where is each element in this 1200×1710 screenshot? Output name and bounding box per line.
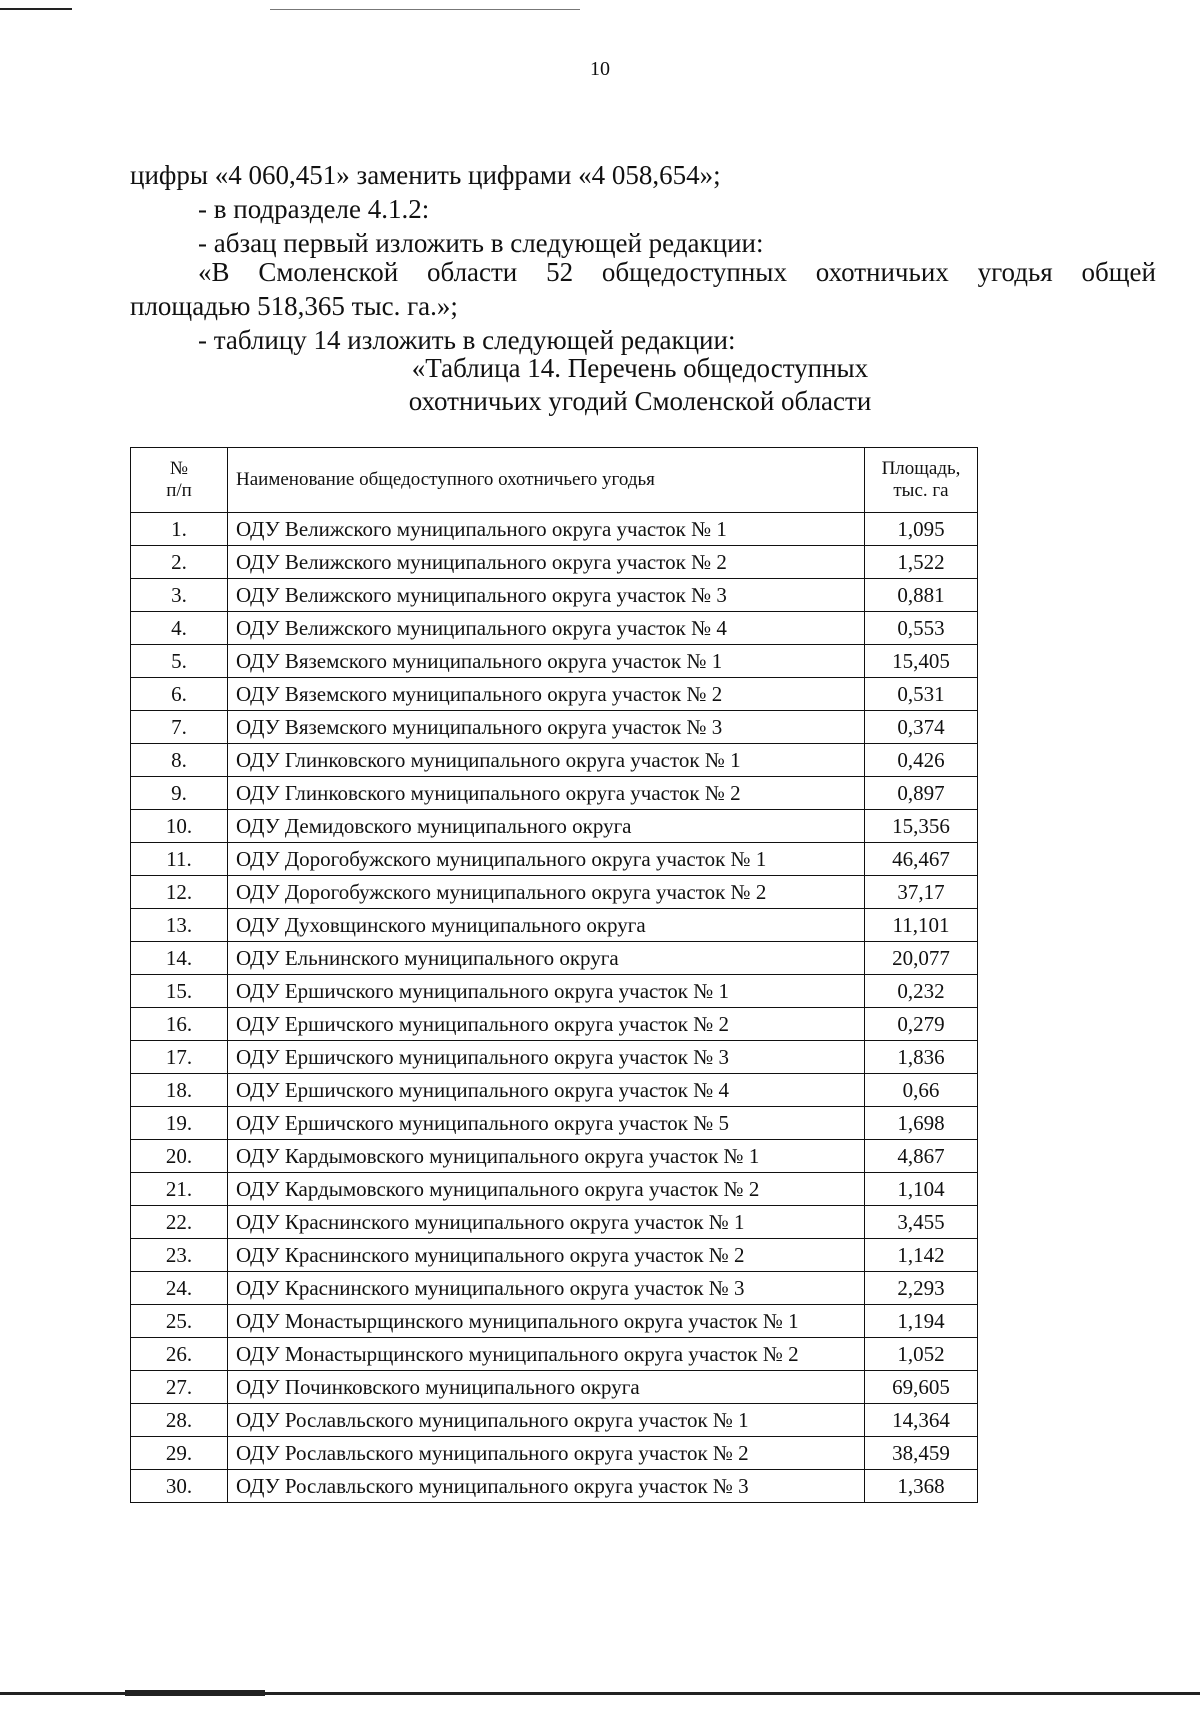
row-number: 30.	[131, 1470, 228, 1503]
row-number: 8.	[131, 744, 228, 777]
page-number: 10	[590, 58, 610, 80]
header-name: Наименование общедоступного охотничьего угодья	[228, 448, 865, 513]
bottom-scan-line-thick	[125, 1690, 265, 1696]
table-row	[131, 1437, 978, 1470]
row-number: 24.	[131, 1272, 228, 1305]
row-area: 46,467	[865, 843, 978, 876]
row-area: 14,364	[865, 1404, 978, 1437]
table-caption-line-2: охотничьих угодий Смоленской области	[408, 386, 872, 416]
paragraph-1: цифры «4 060,451» заменить цифрами «4 058,654»;	[130, 160, 721, 190]
row-name: ОДУ Дорогобужского муниципального округа участок № 1	[228, 843, 865, 876]
row-number: 18.	[131, 1074, 228, 1107]
row-name: ОДУ Починковского муниципального округа	[228, 1371, 865, 1404]
paragraph-6: - таблицу 14 изложить в следующей редакции:	[198, 325, 736, 355]
row-area: 1,194	[865, 1305, 978, 1338]
row-area: 1,052	[865, 1338, 978, 1371]
row-name: ОДУ Краснинского муниципального округа участок № 3	[228, 1272, 865, 1305]
row-number: 3.	[131, 579, 228, 612]
row-number: 10.	[131, 810, 228, 843]
row-number: 11.	[131, 843, 228, 876]
table-row	[131, 909, 978, 942]
header-number	[131, 448, 228, 513]
table-row	[131, 1074, 978, 1107]
row-area: 69,605	[865, 1371, 978, 1404]
row-number: 13.	[131, 909, 228, 942]
row-number: 5.	[131, 645, 228, 678]
table-body	[131, 513, 978, 1503]
table-row	[131, 1470, 978, 1503]
row-area: 1,104	[865, 1173, 978, 1206]
header-number-line-1: №	[169, 458, 189, 479]
row-name: ОДУ Кардымовского муниципального округа участок № 1	[228, 1140, 865, 1173]
row-area: 1,095	[865, 513, 978, 546]
row-number: 19.	[131, 1107, 228, 1140]
row-number: 21.	[131, 1173, 228, 1206]
table-row	[131, 1272, 978, 1305]
row-name: ОДУ Ельнинского муниципального округа	[228, 942, 865, 975]
row-name: ОДУ Рославльского муниципального округа участок № 2	[228, 1437, 865, 1470]
row-number: 28.	[131, 1404, 228, 1437]
table-row	[131, 645, 978, 678]
table-row	[131, 1239, 978, 1272]
row-area: 1,142	[865, 1239, 978, 1272]
table-row	[131, 711, 978, 744]
row-area: 0,897	[865, 777, 978, 810]
table-row	[131, 612, 978, 645]
table-row	[131, 843, 978, 876]
row-name: ОДУ Краснинского муниципального округа участок № 1	[228, 1206, 865, 1239]
row-name: ОДУ Духовщинского муниципального округа	[228, 909, 865, 942]
table-row	[131, 1404, 978, 1437]
row-name: ОДУ Демидовского муниципального округа	[228, 810, 865, 843]
table-row	[131, 1338, 978, 1371]
table-row	[131, 546, 978, 579]
table-header-row	[131, 448, 978, 513]
row-area: 0,426	[865, 744, 978, 777]
row-name: ОДУ Ершичского муниципального округа участок № 4	[228, 1074, 865, 1107]
row-number: 2.	[131, 546, 228, 579]
row-number: 22.	[131, 1206, 228, 1239]
row-name: ОДУ Вяземского муниципального округа участок № 2	[228, 678, 865, 711]
table-caption	[380, 352, 900, 418]
row-area: 0,66	[865, 1074, 978, 1107]
row-area: 37,17	[865, 876, 978, 909]
top-scan-line	[0, 8, 72, 10]
table-row	[131, 876, 978, 909]
table-row	[131, 1371, 978, 1404]
row-name: ОДУ Монастырщинского муниципального округа участок № 1	[228, 1305, 865, 1338]
table-row	[131, 1140, 978, 1173]
row-number: 17.	[131, 1041, 228, 1074]
paragraph-3: - абзац первый изложить в следующей редакции:	[198, 228, 764, 258]
row-number: 27.	[131, 1371, 228, 1404]
row-area: 0,881	[865, 579, 978, 612]
hunting-grounds-table	[130, 447, 978, 1503]
table-row	[131, 1041, 978, 1074]
row-area: 0,374	[865, 711, 978, 744]
table-caption-line-1: «Таблица 14. Перечень общедоступных	[411, 353, 869, 383]
row-number: 25.	[131, 1305, 228, 1338]
row-name: ОДУ Велижского муниципального округа участок № 2	[228, 546, 865, 579]
row-area: 0,232	[865, 975, 978, 1008]
header-area-line-1: Площадь,	[881, 458, 961, 479]
table-row	[131, 975, 978, 1008]
row-area: 0,279	[865, 1008, 978, 1041]
row-area: 1,522	[865, 546, 978, 579]
table-row	[131, 1107, 978, 1140]
row-name: ОДУ Глинковского муниципального округа участок № 1	[228, 744, 865, 777]
row-name: ОДУ Рославльского муниципального округа участок № 1	[228, 1404, 865, 1437]
header-area-line-2: тыс. га	[893, 480, 949, 501]
row-area: 1,698	[865, 1107, 978, 1140]
row-name: ОДУ Монастырщинского муниципального округа участок № 2	[228, 1338, 865, 1371]
row-area: 15,356	[865, 810, 978, 843]
row-area: 38,459	[865, 1437, 978, 1470]
paragraph-4: «В Смоленской области 52 общедоступных охотничьих угодья общей	[198, 257, 1156, 287]
row-name: ОДУ Велижского муниципального округа участок № 4	[228, 612, 865, 645]
row-name: ОДУ Вяземского муниципального округа участок № 3	[228, 711, 865, 744]
row-name: ОДУ Вяземского муниципального округа участок № 1	[228, 645, 865, 678]
table-row	[131, 579, 978, 612]
row-number: 16.	[131, 1008, 228, 1041]
header-area	[865, 448, 978, 513]
row-area: 0,531	[865, 678, 978, 711]
row-area: 20,077	[865, 942, 978, 975]
row-number: 6.	[131, 678, 228, 711]
row-number: 4.	[131, 612, 228, 645]
row-number: 26.	[131, 1338, 228, 1371]
table-row	[131, 744, 978, 777]
top-scan-line-2	[270, 9, 580, 10]
table-row	[131, 810, 978, 843]
table-row	[131, 678, 978, 711]
row-name: ОДУ Дорогобужского муниципального округа участок № 2	[228, 876, 865, 909]
row-number: 1.	[131, 513, 228, 546]
row-name: ОДУ Ершичского муниципального округа участок № 2	[228, 1008, 865, 1041]
row-number: 20.	[131, 1140, 228, 1173]
row-name: ОДУ Ершичского муниципального округа участок № 1	[228, 975, 865, 1008]
row-area: 11,101	[865, 909, 978, 942]
table-row	[131, 777, 978, 810]
table-row	[131, 513, 978, 546]
row-number: 15.	[131, 975, 228, 1008]
row-number: 9.	[131, 777, 228, 810]
row-name: ОДУ Кардымовского муниципального округа участок № 2	[228, 1173, 865, 1206]
row-area: 0,553	[865, 612, 978, 645]
table-row	[131, 1173, 978, 1206]
row-name: ОДУ Ершичского муниципального округа участок № 5	[228, 1107, 865, 1140]
row-area: 2,293	[865, 1272, 978, 1305]
table-row	[131, 942, 978, 975]
row-name: ОДУ Рославльского муниципального округа участок № 3	[228, 1470, 865, 1503]
row-name: ОДУ Глинковского муниципального округа участок № 2	[228, 777, 865, 810]
row-number: 29.	[131, 1437, 228, 1470]
row-number: 12.	[131, 876, 228, 909]
row-number: 7.	[131, 711, 228, 744]
row-area: 15,405	[865, 645, 978, 678]
table-row	[131, 1008, 978, 1041]
paragraph-5: площадью 518,365 тыс. га.»;	[130, 291, 458, 321]
row-area: 1,836	[865, 1041, 978, 1074]
row-name: ОДУ Краснинского муниципального округа участок № 2	[228, 1239, 865, 1272]
header-number-line-2: п/п	[166, 480, 192, 501]
row-area: 3,455	[865, 1206, 978, 1239]
table-row	[131, 1305, 978, 1338]
table-row	[131, 1206, 978, 1239]
row-area: 1,368	[865, 1470, 978, 1503]
row-number: 23.	[131, 1239, 228, 1272]
row-name: ОДУ Велижского муниципального округа участок № 1	[228, 513, 865, 546]
row-name: ОДУ Ершичского муниципального округа участок № 3	[228, 1041, 865, 1074]
row-name: ОДУ Велижского муниципального округа участок № 3	[228, 579, 865, 612]
paragraph-2: - в подразделе 4.1.2:	[198, 194, 430, 224]
row-number: 14.	[131, 942, 228, 975]
row-area: 4,867	[865, 1140, 978, 1173]
